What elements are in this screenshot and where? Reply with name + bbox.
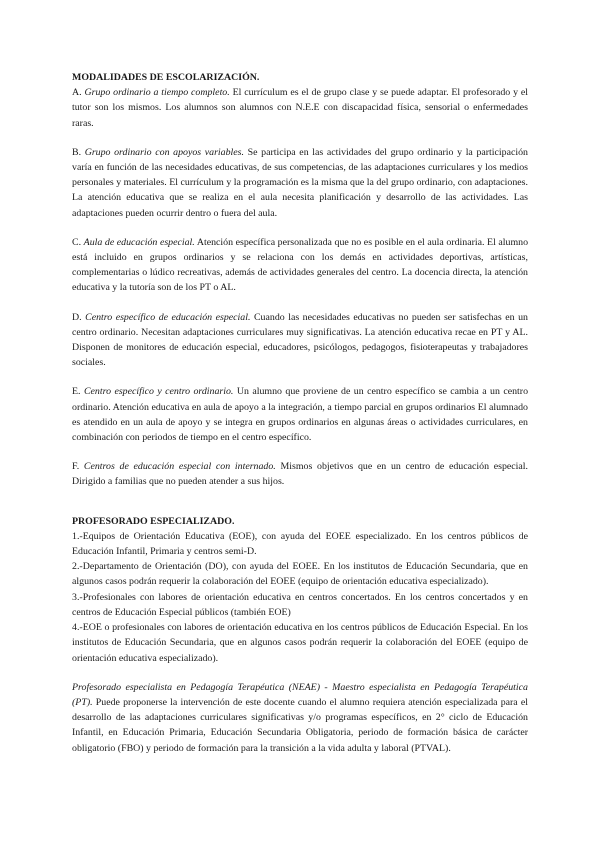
modalidad-letter: C. (72, 236, 82, 248)
profesorado-item: 2.-Departamento de Orientación (DO), con ayuda del EOEE. En los institutos de Educación Secundaria, que en algunos casos podrán requerir la colaboración del EOEE (equipo de orientación educativa especializado). (72, 561, 528, 588)
modalidad-c (72, 235, 528, 296)
modalidad-title: Centros de educación especial con internado. (83, 461, 276, 473)
modalidad-letter: A. (72, 87, 82, 99)
modalidad-title: Centro específico y centro ordinario. (83, 386, 234, 398)
modalidad-letter: E. (72, 386, 81, 398)
modalidad-a (72, 85, 528, 131)
section-title-modalidades: MODALIDADES DE ESCOLARIZACIÓN. (72, 72, 260, 83)
closing-title: Profesorado especialista en Pedagogía Terapéutica (NEAE) - Maestro especialista en Pedagogía Terapéutica (PT). (72, 681, 528, 708)
closing-text: Puede proponerse la intervención de este docente cuando el alumno requiera atención especializada para el desarrollo de las adaptaciones curriculares significativas y/o programas específicos, en 2° ciclo de Educación Infantil, en Educación Primaria, Educación Secundaria Obligatoria, periodo de formación básica de carácter obligatorio (FBO) y periodo de formación para la transición a la vida adulta y laboral (PTVAL). (72, 696, 529, 754)
modalidad-letter: B. (72, 146, 82, 158)
modalidad-text: Cuando las necesidades educativas no pueden ser satisfechas en un centro ordinario. Necesitan adaptaciones curriculares muy significativas. La atención educativa recae en PT y AL. Disponen de monitores de educación especial, educadores, psicólogos, pedagogos, fisioterapeutas y trabajadores sociales. (72, 311, 528, 369)
document-page (72, 70, 528, 756)
profesorado-item: 4.-EOE o profesionales con labores de orientación educativa en los centros públicos de Educación Especial. En los institutos de Educación Secundaria, que en algunos casos podrán requerir la colaboración del EOEE (equipo de orientación educativa especializado). (72, 622, 528, 664)
modalidad-text: Atención específica personalizada que no es posible en el aula ordinaria. El alumno está incluido en grupos ordinarios y se relaciona con los demás en actividades deportivas, artísticas, complementarias o lúdico recreativas, además de actividades generales del centro. La docencia directa, la atención educativa y la tutoría son de los PT o AL. (72, 236, 529, 294)
modalidad-e (72, 384, 528, 445)
modalidad-text: El currículum es el de grupo clase y se puede adaptar. El profesorado y el tutor son los mismos. Los alumnos son alumnos con N.E.E con discapacidad física, sensorial o enfermedades raras. (72, 87, 529, 129)
modalidad-title: Grupo ordinario a tiempo completo. (84, 87, 230, 99)
profesorado-item: 1.-Equipos de Orientación Educativa (EOE), con ayuda del EOEE especializado. En los centros públicos de Educación Infantil, Primaria y centros semi-D. (72, 530, 528, 558)
modalidad-b (72, 145, 528, 221)
modalidad-letter: F. (72, 461, 80, 473)
profesorado-item: 3.-Profesionales con labores de orientación educativa en centros concertados. En los centros concertados y en centros de Educación Especial públicos (también EOE) (72, 591, 528, 618)
modalidad-text: Un alumno que proviene de un centro específico se cambia a un centro ordinario. Atención educativa en aula de apoyo a la integración, a tiempo parcial en grupos ordinarios El alumnado es atendido en un aula de apoyo y se integra en grupos ordinarios en algunas áreas o actividades curriculares, en combinación con periodos de tiempo en el centro específico. (72, 386, 529, 444)
profesorado-closing (72, 680, 528, 756)
section-title-profesorado: PROFESORADO ESPECIALIZADO. (72, 515, 235, 527)
section-spacer (72, 490, 528, 514)
modalidad-text: Mismos objetivos que en un centro de educación especial. Dirigido a familias que no pueden atender a sus hijos. (72, 461, 528, 488)
modalidad-text: Se participa en las actividades del grupo ordinario y la participación varía en función de las necesidades educativas, de sus competencias, de las adaptaciones curriculares y los medios personales y materiales. El currículum y la programación es la misma que la del grupo ordinario, con adaptaciones. La atención educativa que se realiza en el aula necesita planificación y desarrollo de las actividades. Las adaptaciones pueden ocurrir dentro o fuera del aula. (72, 146, 528, 219)
modalidad-title: Aula de educación especial. (83, 236, 195, 248)
modalidad-letter: D. (72, 311, 82, 323)
modalidad-title: Grupo ordinario con apoyos variables. (84, 146, 244, 158)
modalidad-f (72, 459, 528, 489)
modalidad-d (72, 310, 528, 371)
modalidad-title: Centro específico de educación especial. (85, 311, 251, 323)
